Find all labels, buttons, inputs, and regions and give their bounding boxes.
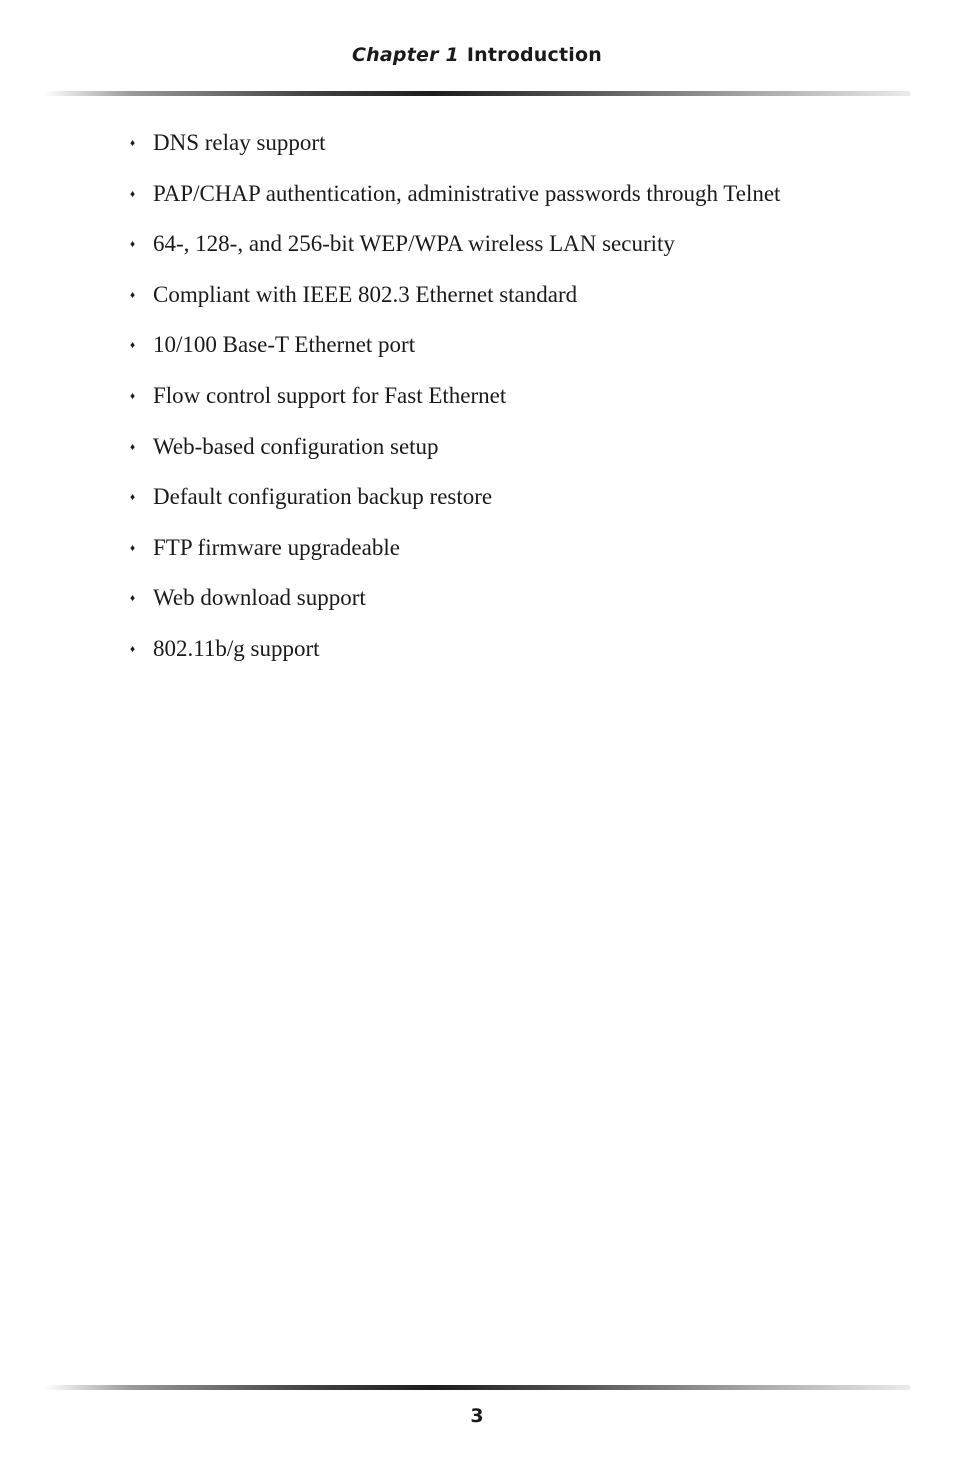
bullet-icon: ♦	[130, 340, 136, 352]
list-item-text: FTP firmware upgradeable	[153, 534, 400, 560]
footer-divider	[44, 1385, 910, 1390]
bullet-icon: ♦	[130, 188, 136, 200]
bullet-icon: ♦	[130, 593, 136, 605]
list-item-text: DNS relay support	[153, 130, 326, 155]
list-item-text: Default configuration backup restore	[153, 484, 493, 510]
list-item-text: Web-based configuration setup	[153, 433, 439, 459]
running-header	[0, 44, 954, 66]
page-number: 3	[470, 1405, 484, 1427]
list-item-text: 10/100 Base-T Ethernet port	[153, 332, 416, 358]
bullet-icon: ♦	[130, 390, 136, 402]
bullet-icon: ♦	[130, 239, 136, 251]
bullet-icon: ♦	[130, 441, 136, 453]
list-item-text: Flow control support for Fast Ethernet	[153, 382, 507, 408]
bullet-icon: ♦	[130, 542, 136, 554]
list-item-text: PAP/CHAP authentication, administrative passwords through Telnet	[153, 180, 781, 206]
chapter-title: Introduction	[466, 44, 602, 66]
list-item-text: 802.11b/g support	[153, 635, 320, 661]
header-divider	[44, 91, 910, 96]
list-item-text: 64-, 128-, and 256-bit WEP/WPA wireless LAN security	[153, 231, 675, 257]
list-item-text: Web download support	[153, 585, 366, 611]
bullet-icon: ♦	[130, 138, 136, 149]
list-item-text: Compliant with IEEE 802.3 Ethernet standard	[153, 281, 578, 307]
bullet-icon: ♦	[130, 643, 136, 655]
chapter-label: Chapter 1	[352, 44, 459, 66]
bullet-icon: ♦	[130, 289, 136, 301]
bullet-icon: ♦	[130, 492, 136, 504]
